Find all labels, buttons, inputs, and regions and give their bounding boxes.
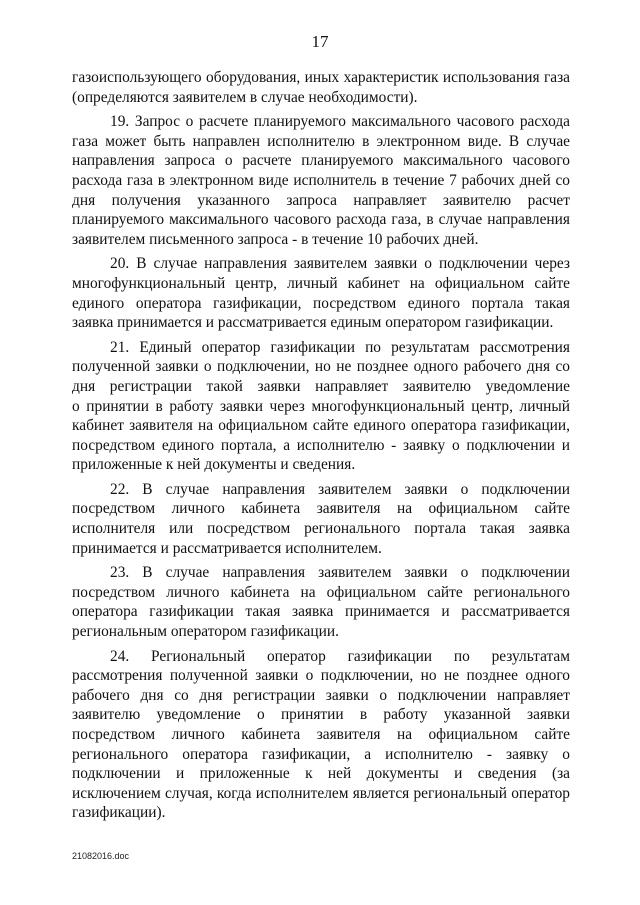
paragraph-line: (определяются заявителем в случае необходимости). (72, 88, 418, 106)
paragraph-line: планируемого максимального часового расхода газа, в случае направления (72, 211, 570, 229)
paragraph-line: исполнителя или посредством регионального портала такая заявка (72, 520, 570, 538)
paragraph-line: кабинет заявителя на официальном сайте единого оператора газификации, (72, 417, 570, 435)
paragraph (72, 68, 570, 107)
paragraph-line: подключении и приложенные к ней документы и сведения (за (72, 765, 570, 783)
paragraph-line: многофункциональный центр, личный кабинет на официальном сайте (72, 274, 570, 292)
paragraph-line: 21. Единый оператор газификации по результатам рассмотрения (110, 338, 570, 356)
paragraph-line: оператора газификации такая заявка принимается и рассматривается (72, 603, 570, 621)
paragraph-line: дня получения указанного запроса направляет заявителю расчет (72, 191, 570, 209)
paragraph-line: 23. В случае направления заявителем заявки о подключении (110, 564, 570, 582)
paragraph (72, 480, 570, 558)
paragraph-line: о принятии в работу заявки через многофункциональный центр, личный (72, 397, 570, 415)
document-filename: 21082016.doc (72, 851, 130, 861)
paragraph-line: единого оператора газификации, посредством единого портала такая (72, 294, 570, 312)
paragraph-line: приложенные к ней документы и сведения. (72, 456, 356, 474)
paragraph-line: заявителем письменного запроса - в течение 10 рабочих дней. (72, 230, 479, 248)
paragraph-line: заявителю уведомление о принятии в работу указанной заявки (72, 706, 570, 724)
paragraph-line: 24. Региональный оператор газификации по результатам (110, 647, 570, 665)
paragraph (72, 563, 570, 641)
paragraph (72, 338, 570, 475)
paragraph-line: рабочего дня со дня регистрации заявки о подключении направляет (72, 686, 570, 704)
paragraph-line: рассмотрения полученной заявки о подключении, но не позднее одного (72, 667, 570, 685)
paragraph-line: региональным оператором газификации. (72, 623, 339, 641)
paragraph-line: 22. В случае направления заявителем заявки о подключении (110, 480, 570, 498)
page-number: 17 (311, 32, 329, 51)
paragraph-line: посредством личного кабинета заявителя на официальном сайте (72, 500, 570, 518)
paragraph-line: регионального оператора газификации, а исполнителю - заявку о (72, 745, 570, 763)
document-body (72, 68, 570, 828)
paragraph-line: газоиспользующего оборудования, иных характеристик использования газа (72, 69, 570, 86)
paragraph (72, 254, 570, 332)
paragraph-line: исключением случая, когда исполнителем является региональный оператор (72, 784, 570, 802)
paragraph-line: полученной заявки о подключении, но не позднее одного рабочего дня со (72, 358, 570, 376)
paragraph-line: направления запроса о расчете планируемого максимального часового (72, 152, 570, 170)
paragraph (72, 112, 570, 249)
paragraph-line: заявка принимается и рассматривается единым оператором газификации. (72, 314, 554, 332)
paragraph-line: принимается и рассматривается исполнителем. (72, 539, 382, 557)
paragraph-line: газа может быть направлен исполнителю в электронном виде. В случае (72, 132, 570, 150)
paragraph-line: 19. Запрос о расчете планируемого максимального часового расхода (110, 113, 570, 131)
paragraph-line: дня регистрации такой заявки направляет заявителю уведомление (72, 377, 570, 395)
paragraph-line: расхода газа в электронном виде исполнитель в течение 7 рабочих дней со (72, 171, 570, 189)
paragraph-line: посредством единого портала, а исполнителю - заявку о подключении и (72, 436, 570, 454)
paragraph (72, 647, 570, 823)
paragraph-line: посредством личного кабинета заявителя на официальном сайте (72, 726, 570, 743)
paragraph-line: 20. В случае направления заявителем заявки о подключении через (110, 255, 570, 273)
paragraph-line: посредством личного кабинета на официальном сайте регионального (72, 583, 570, 601)
paragraph-line: газификации). (72, 804, 166, 822)
